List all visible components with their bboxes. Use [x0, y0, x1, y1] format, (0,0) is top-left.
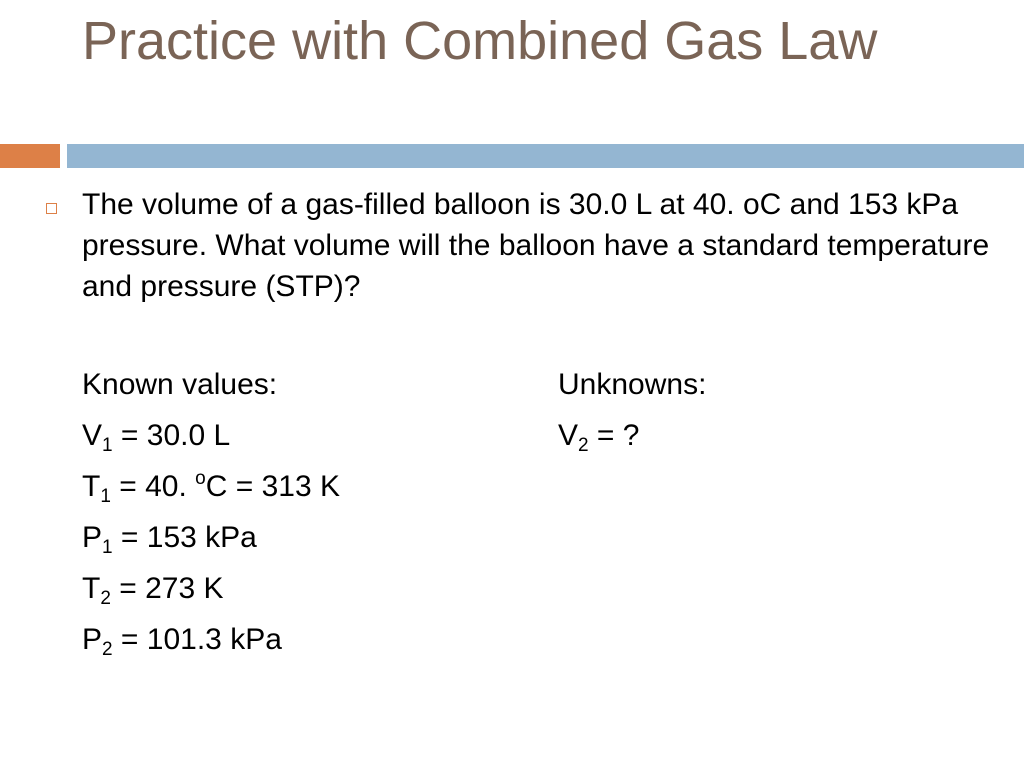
known-value-pre: = 273 K	[110, 572, 224, 605]
known-values-column	[82, 365, 340, 671]
known-value-3	[82, 518, 340, 569]
known-value-5	[82, 620, 340, 671]
known-value-sub: 1	[100, 486, 111, 507]
known-value-1	[82, 416, 340, 467]
slide-title: Practice with Combined Gas Law	[82, 11, 878, 71]
known-value-pre: = 30.0 L	[112, 419, 231, 452]
unknowns-list	[558, 416, 706, 467]
unknown-value-var: V	[558, 419, 579, 452]
bullet-square-icon	[46, 203, 57, 214]
known-value-sub: 2	[100, 588, 111, 609]
known-value-var: P	[82, 623, 103, 656]
known-value-pre: = 101.3 kPa	[112, 623, 282, 656]
known-value-sub: 2	[102, 639, 113, 660]
known-value-var: P	[82, 521, 103, 554]
known-value-var: T	[82, 470, 101, 503]
known-values-header: Known values:	[82, 368, 278, 401]
unknowns-header: Unknowns:	[558, 368, 707, 401]
unknown-value-sub: 2	[578, 435, 589, 456]
question-text: The volume of a gas-filled balloon is 30.0 L at 40. oC and 153 kPa pressure. What volume will the balloon have a standard temperature and pressure (STP)?	[82, 188, 990, 303]
accent-bar-blue	[67, 144, 1024, 168]
known-values-list	[82, 416, 340, 671]
known-value-pre: = 153 kPa	[112, 521, 257, 554]
known-value-2	[82, 467, 340, 518]
accent-bar-orange	[0, 144, 60, 168]
known-value-sub: 1	[102, 435, 113, 456]
known-value-4	[82, 569, 340, 620]
known-value-pre: = 40.	[110, 470, 196, 503]
known-value-sup: o	[195, 468, 206, 489]
unknowns-column	[558, 365, 706, 467]
unknown-value-1	[558, 416, 706, 467]
known-value-sub: 1	[102, 537, 113, 558]
known-value-var: T	[82, 572, 101, 605]
known-value-post: C = 313 K	[205, 470, 340, 503]
unknown-value-pre: = ?	[588, 419, 640, 452]
known-value-var: V	[82, 419, 103, 452]
